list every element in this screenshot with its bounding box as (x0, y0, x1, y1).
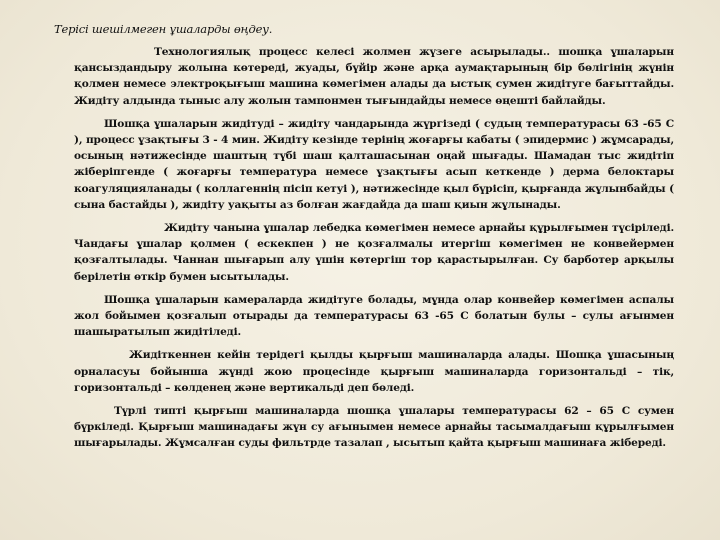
paragraph-6: Түрлі типті қырғыш машиналарда шошқа ұшалары температурасы 62 – 65 С сумен бүркіледі. Қырғыш машинадағы жүн су ағынымен немесе арнайы тасымалдағыш құрылғымен шығарылады. Жұмсалған суды фильтрде тазалап , ысытып қайта қырғыш машинаға жібереді. (74, 405, 674, 450)
paragraph-5: Жидіткеннен кейін терідегі қылды қырғыш машиналарда алады. Шошқа ұшасының орналасуы бойынша жүнді жою процесінде қырғыш машиналарда горизонтальді – тік, горизонтальді – көлденең және вертикальді деп бөледі. (74, 349, 674, 394)
paragraph-2: Шошқа ұшаларын жидітуді – жидіту чандарында жүргізеді ( судың температурасы 63 -65 С ), процесс ұзақтығы 3 - 4 мин. Жидіту кезінде терінің жоғарғы кабаты ( эпидермис ) жұмсарады, осының нәтижесінде шаштың түбі шаш қалташасынан оңай шығады. Шамадан тыс жидітіп жіберіпгенде ( жоғарғы температура немесе ұзақтығы асып кеткенде ) дерма белоктары коагуляцияланады ( коллагеннің пісіп кетуі ), нәтижесінде қыл бүрісіп, қырғанда жұлынбайды ( сына бастайды ), жидіту уақыты аз болған жағдайда да шаш қиын жұлынады. (74, 117, 674, 211)
paragraph-3: Жидіту чанына ұшалар лебедка көмегімен немесе арнайы құрылғымен түсіріледі. Чандағы ұшалар қолмен ( ескекпен ) не қозғалмалы итергіш көмегімен не конвейермен қозғалтылады. Чаннан шығарып алу үшін көтергіш тор қарастырылған. Су барботер арқылы берілетін өткір бумен ысытылады. (74, 222, 674, 283)
paragraph-4: Шошқа ұшаларын камераларда жидітуге болады, мұнда олар конвейер көмегімен аспалы жол бойымен қозғалып отырады да температурасы 63 -65 С болатын булы – сулы ағынмен шашыратылып жидітіледі. (74, 293, 674, 339)
slide-body (54, 22, 674, 459)
slide-title: Терісі шешілмеген ұшаларды өңдеу. (54, 22, 273, 36)
paragraph-1: Технологиялық процесс келесі жолмен жүзеге асырылады.. шошқа ұшаларын қансыздандыру жолына көтереді, жуады, бүйір және арқа аумақтарының бір бөлігінің жүнін қолмен немесе электроқығыш машина көмегімен алады да ыстық сумен жидітуге бағыттайды. Жидіту алдында тыныс алу жолын тампонмен тығындайды немесе өңешті байлайды. (74, 46, 674, 107)
